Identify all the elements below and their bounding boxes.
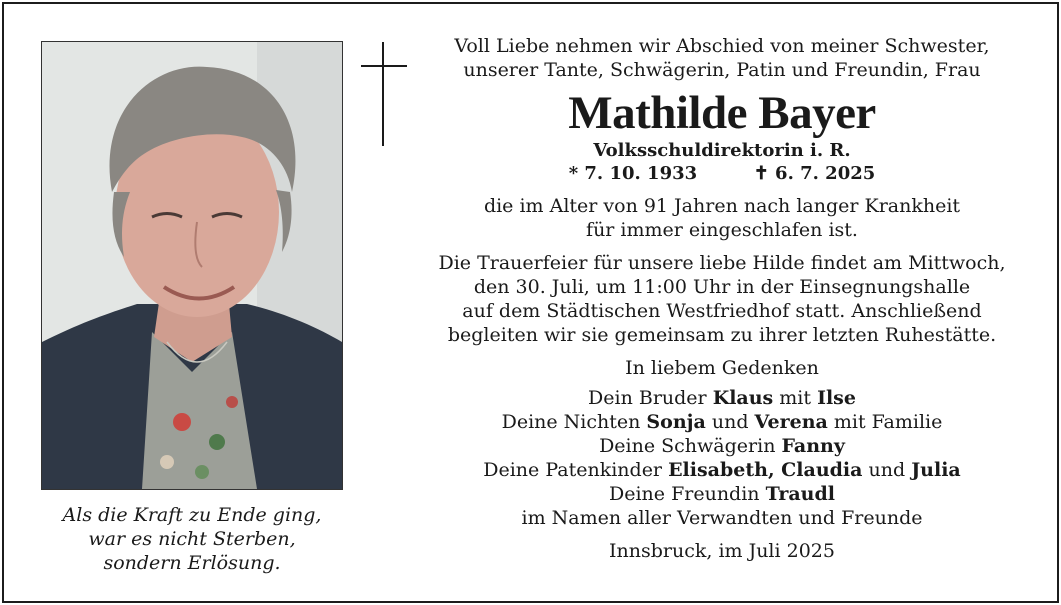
obituary-card xyxy=(2,2,1059,603)
memorial-quote xyxy=(41,503,343,575)
ceremony-line: Die Trauerfeier für unsere liebe Hilde findet am Mittwoch, xyxy=(438,252,1006,274)
quote-line: war es nicht Sterben, xyxy=(88,528,296,550)
birth-date: * 7. 10. 1933 xyxy=(568,163,698,184)
quote-line: Als die Kraft zu Ende ging, xyxy=(62,504,322,526)
mourner-brother: Dein Bruder Klaus mit Ilse xyxy=(588,387,856,409)
life-dates xyxy=(412,162,1032,186)
ceremony-line: auf dem Städtischen Westfriedhof statt. Anschließend xyxy=(462,300,982,322)
latin-cross-icon xyxy=(361,42,411,154)
mourners-all: im Namen aller Verwandten und Freunde xyxy=(521,507,923,529)
mourner-sister-in-law: Deine Schwägerin Fanny xyxy=(599,435,845,457)
obituary-text xyxy=(412,34,1032,563)
deceased-title: Volksschuldirektorin i. R. xyxy=(593,140,851,161)
place-date: Innsbruck, im Juli 2025 xyxy=(609,540,835,562)
portrait-photo xyxy=(41,41,343,490)
mourner-godchildren: Deine Patenkinder Elisabeth, Claudia und Julia xyxy=(483,459,961,481)
ceremony-line: begleiten wir sie gemeinsam zu ihrer letzten Ruhestätte. xyxy=(447,324,997,346)
passing-line: die im Alter von 91 Jahren nach langer Krankheit xyxy=(483,195,961,217)
mourners-heading: In liebem Gedenken xyxy=(625,357,819,379)
mourner-nieces: Deine Nichten Sonja und Verena mit Familie xyxy=(501,411,943,433)
intro-line: Voll Liebe nehmen wir Abschied von meiner Schwester, xyxy=(454,35,990,57)
quote-line: sondern Erlösung. xyxy=(103,552,281,574)
death-date: ✝ 6. 7. 2025 xyxy=(753,163,876,184)
intro-line: unserer Tante, Schwägerin, Patin und Freundin, Frau xyxy=(463,59,981,81)
ceremony-line: den 30. Juli, um 11:00 Uhr in der Einsegnungshalle xyxy=(473,276,971,298)
passing-line: für immer eingeschlafen ist. xyxy=(586,219,858,241)
deceased-name: Mathilde Bayer xyxy=(568,87,876,139)
mourner-friend: Deine Freundin Traudl xyxy=(609,483,835,505)
